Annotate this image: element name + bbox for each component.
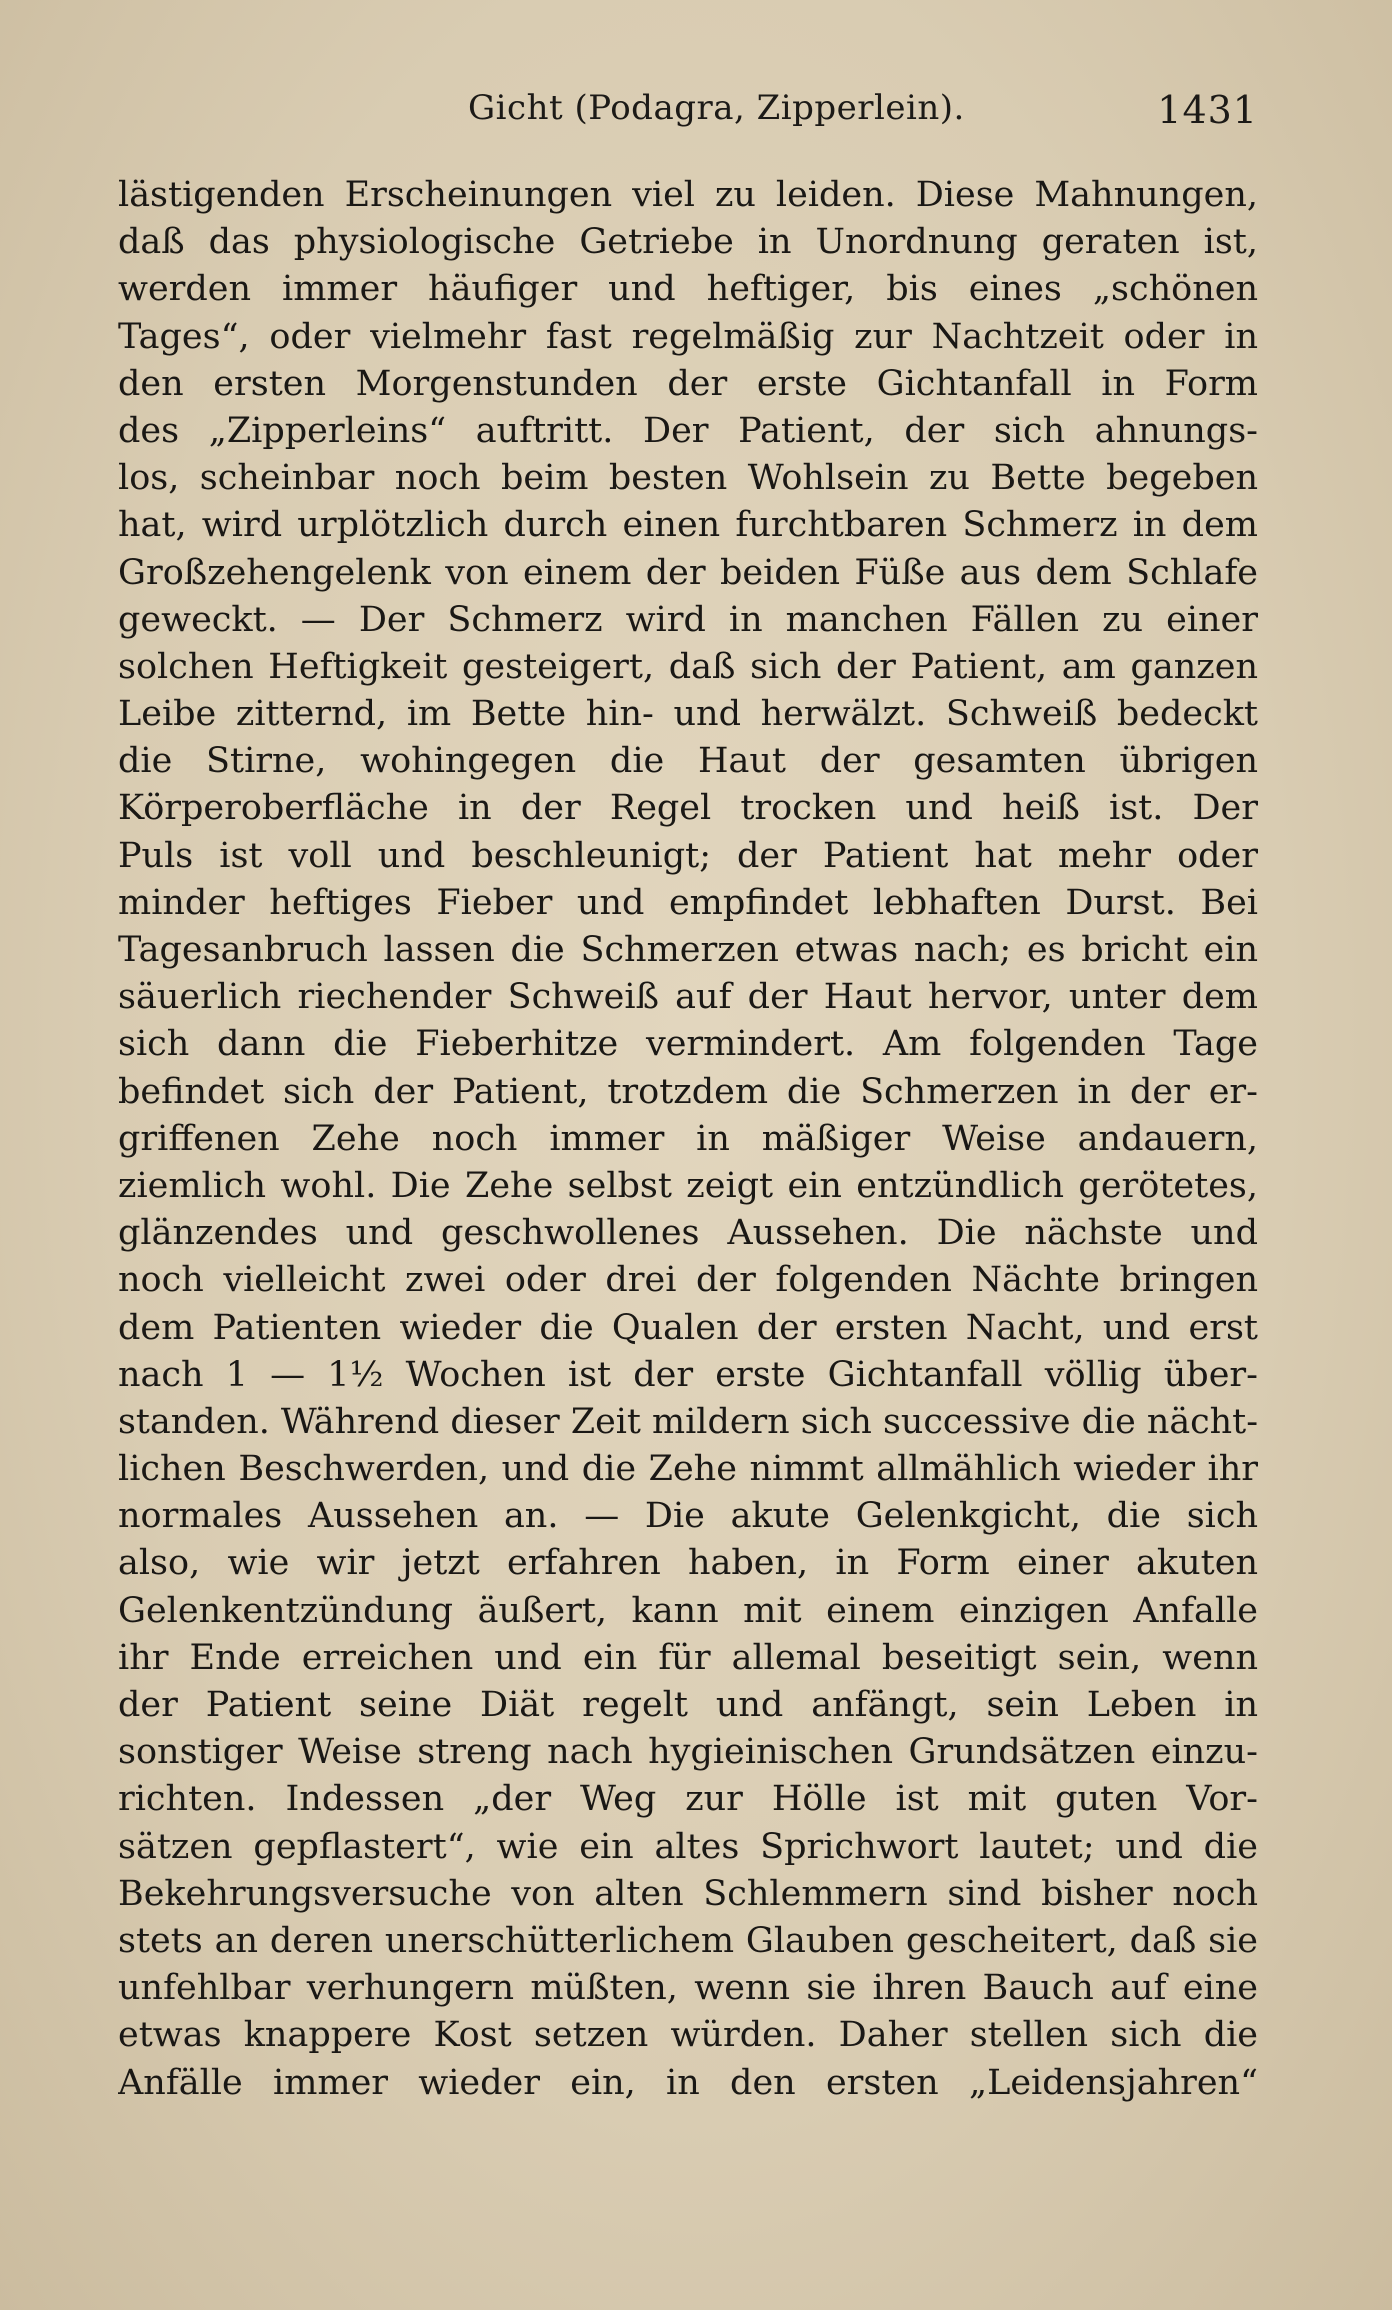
text-line: sonstiger Weise streng nach hygieinischen Grundsätzen einzu- — [118, 1732, 1258, 1773]
text-line: Gelenkentzündung äußert, kann mit einem einzigen Anfalle — [118, 1590, 1258, 1631]
page-header — [118, 88, 1258, 140]
text-line: minder heftiges Fieber und empfindet lebhaften Durst. Bei — [118, 882, 1258, 923]
text-line: etwas knappere Kost setzen würden. Daher stellen sich die — [118, 2015, 1258, 2056]
text-line: Puls ist voll und beschleunigt; der Patient hat mehr oder — [118, 835, 1258, 876]
text-line: unfehlbar verhungern müßten, wenn sie ihren Bauch auf eine — [118, 1968, 1258, 2009]
text-line: Großzehengelenk von einem der beiden Füße aus dem Schlafe — [118, 552, 1258, 593]
text-line: befindet sich der Patient, trotzdem die Schmerzen in der er- — [118, 1071, 1258, 1112]
text-line: stets an deren unerschütterlichem Glauben gescheitert, daß sie — [118, 1920, 1258, 1961]
body-text — [118, 172, 1258, 2107]
text-line: des „Zipperleins“ auftritt. Der Patient, der sich ahnungs- — [118, 410, 1258, 451]
text-line: lichen Beschwerden, und die Zehe nimmt allmählich wieder ihr — [118, 1449, 1258, 1490]
text-line: normales Aussehen an. — Die akute Gelenkgicht, die sich — [118, 1496, 1258, 1537]
text-line: der Patient seine Diät regelt und anfängt, sein Leben in — [118, 1685, 1258, 1725]
text-line: den ersten Morgenstunden der erste Gichtanfall in Form — [118, 363, 1258, 404]
text-line: dem Patienten wieder die Qualen der ersten Nacht, und erst — [118, 1307, 1258, 1348]
text-line: Körperoberfläche in der Regel trocken und heiß ist. Der — [118, 788, 1258, 829]
text-line: also, wie wir jetzt erfahren haben, in Form einer akuten — [118, 1543, 1258, 1584]
text-line: daß das physiologische Getriebe in Unordnung geraten ist, — [118, 222, 1258, 263]
text-line: geweckt. — Der Schmerz wird in manchen Fällen zu einer — [118, 599, 1258, 640]
page-number: 1431 — [1157, 88, 1258, 132]
text-line: glänzendes und geschwollenes Aussehen. Die nächste und — [118, 1213, 1258, 1254]
text-line: hat, wird urplötzlich durch einen furchtbaren Schmerz in dem — [118, 505, 1258, 546]
text-line: Anfälle immer wieder ein, in den ersten „Leidensjahren“ — [118, 2062, 1258, 2103]
text-line: lästigenden Erscheinungen viel zu leiden. Diese Mahnungen, — [118, 175, 1258, 215]
text-line: werden immer häufiger und heftiger, bis eines „schönen — [118, 269, 1258, 310]
text-line: noch vielleicht zwei oder drei der folgenden Nächte bringen — [118, 1260, 1258, 1301]
text-line: solchen Heftigkeit gesteigert, daß sich der Patient, am ganzen — [118, 646, 1258, 687]
text-line: los, scheinbar noch beim besten Wohlsein zu Bette begeben — [118, 458, 1258, 499]
text-line: nach 1 — 1½ Wochen ist der erste Gichtanfall völlig über- — [118, 1354, 1258, 1395]
running-head: Gicht (Podagra, Zipperlein). — [468, 88, 965, 128]
text-line: richten. Indessen „der Weg zur Hölle ist mit guten Vor- — [118, 1779, 1258, 1820]
text-line: die Stirne, wohingegen die Haut der gesamten übrigen — [118, 741, 1258, 782]
text-line: Tagesanbruch lassen die Schmerzen etwas nach; es bricht ein — [118, 930, 1258, 970]
text-line: säuerlich riechender Schweiß auf der Haut hervor, unter dem — [118, 977, 1258, 1018]
text-line: Leibe zitternd, im Bette hin- und herwälzt. Schweiß bedeckt — [118, 694, 1258, 735]
text-line: ihr Ende erreichen und ein für allemal beseitigt sein, wenn — [118, 1637, 1258, 1678]
text-line: sätzen gepflastert“, wie ein altes Sprichwort lautet; und die — [118, 1826, 1258, 1867]
text-line: sich dann die Fieberhitze vermindert. Am folgenden Tage — [118, 1024, 1258, 1065]
text-line: griffenen Zehe noch immer in mäßiger Weise andauern, — [118, 1118, 1258, 1159]
text-line: standen. Während dieser Zeit mildern sich successive die nächt- — [118, 1401, 1258, 1442]
text-line: Tages“, oder vielmehr fast regelmäßig zur Nachtzeit oder in — [118, 316, 1258, 357]
text-line: Bekehrungsversuche von alten Schlemmern sind bisher noch — [118, 1873, 1258, 1914]
text-line: ziemlich wohl. Die Zehe selbst zeigt ein entzündlich gerötetes, — [118, 1165, 1258, 1206]
